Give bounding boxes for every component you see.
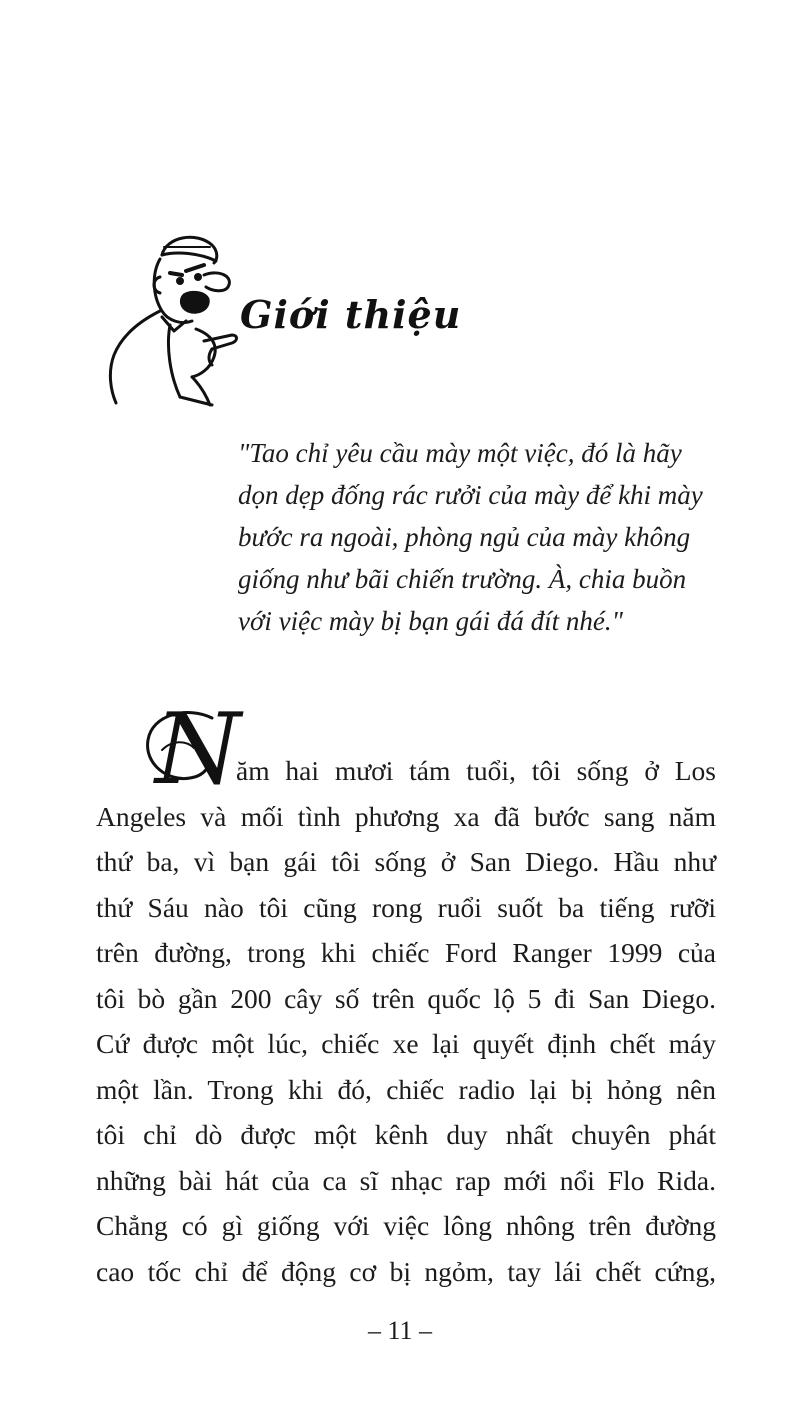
page-number: – 11 – [367,1316,433,1345]
body-paragraph [96,708,716,1294]
epigraph-line: "Tao chỉ yêu cầu mày một việc, đó là hãy [238,438,682,468]
chapter-title: Giới thiệu [240,292,462,337]
body-line: những bài hát của ca sĩ nhạc rap mới nổi Flo Rida. [96,1164,716,1196]
epigraph-line: giống như bãi chiến trường. À, chia buồn [238,564,687,594]
body-line: Chẳng có gì giống với việc lông nhông trên đường [96,1210,716,1241]
epigraph-line: dọn dẹp đống rác rưởi của mày để khi mày [238,480,703,510]
body-line: Angeles và mối tình phương xa đã bước sang năm [96,800,716,832]
body-line: thứ ba, vì bạn gái tôi sống ở San Diego. Hầu như [96,846,716,877]
body-line: tôi bò gần 200 cây số trên quốc lộ 5 đi San Diego. [96,982,716,1014]
drop-cap: N [155,693,241,807]
epigraph-line: bước ra ngoài, phòng ngủ của mày không [238,522,691,552]
body-line: trên đường, trong khi chiếc Ford Ranger 1999 của [96,937,716,968]
grumpy-man-pointing-icon [100,225,250,410]
body-line: ăm hai mươi tám tuổi, tôi sống ở Los [236,755,716,786]
epigraph-quote [238,432,738,642]
body-line: Cứ được một lúc, chiếc xe lại quyết định chết máy [96,1028,716,1059]
body-line: thứ Sáu nào tôi cũng rong ruổi suốt ba tiếng rưỡi [96,891,716,923]
body-line: tôi chỉ dò được một kênh duy nhất chuyên phát [96,1119,716,1150]
body-line: cao tốc chỉ để động cơ bị ngỏm, tay lái chết cứng, [96,1255,716,1287]
epigraph-line: với việc mày bị bạn gái đá đít nhé." [238,606,623,636]
body-line: một lần. Trong khi đó, chiếc radio lại bị hỏng nên [96,1073,716,1105]
